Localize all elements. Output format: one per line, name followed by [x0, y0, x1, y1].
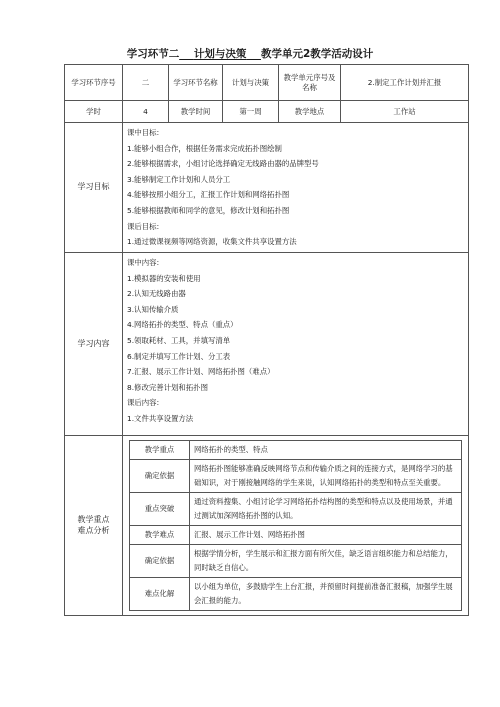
analysis-row [65, 436, 469, 616]
label-time: 教学时间 [169, 101, 223, 123]
label-hours: 学时 [65, 101, 123, 123]
analysis-item [130, 526, 462, 545]
content-line: 6.制定并填写工作计划、分工表 [127, 351, 231, 361]
goal-line: 1.能够小组合作，根据任务需求完成拓扑图绘制 [127, 143, 282, 153]
content-line: 1.模拟器的安装和使用 [127, 273, 201, 283]
content-line: 7.汇报、展示工作计划、网络拓扑图（难点） [127, 367, 275, 377]
analysis-item [130, 493, 462, 526]
label-place: 教学地点 [279, 101, 341, 123]
goal-line: 2.能够根据需求，小组讨论选择确定无线路由器的品牌型号 [127, 159, 319, 169]
value-time: 第一周 [223, 101, 279, 123]
goal-line: 课中目标: [127, 128, 160, 137]
label-unit: 教学单元序号及名称 [279, 65, 341, 101]
content-line: 8.修改完善计划和拓扑图 [127, 382, 208, 392]
analysis-value: 以小组为单位，多鼓励学生上台汇报，并预留时间提前准备汇报稿，加强学生展会汇报的能力。 [190, 578, 462, 611]
analysis-item [130, 545, 462, 578]
content-label: 学习内容 [65, 253, 123, 436]
label-stage-no: 学习环节序号 [65, 65, 123, 101]
goals-label: 学习目标 [65, 123, 123, 253]
analysis-item [130, 441, 462, 460]
content-line: 5.领取耗材、工具，并填写清单 [127, 335, 231, 345]
content-line: 课后内容: [127, 398, 160, 408]
analysis-table [129, 440, 462, 611]
analysis-label [65, 436, 123, 616]
goal-line: 5.能够根据教师和同学的意见，修改计划和拓扑图 [127, 205, 290, 215]
lesson-design-table [64, 64, 469, 616]
content-line: 课中内容: [127, 258, 160, 267]
goals-row [65, 123, 469, 253]
label-stage-name: 学习环节名称 [169, 65, 223, 101]
analysis-label-line-1: 教学重点 [77, 514, 110, 524]
value-stage-name: 计划与决策 [223, 65, 279, 101]
content-line: 2.认知无线路由器 [127, 289, 186, 299]
title-unit: 教学单元2教学活动设计 [260, 48, 374, 60]
analysis-label-line-2: 难点分析 [77, 525, 110, 535]
content-row [65, 253, 469, 436]
value-unit: 2.制定工作计划并汇报 [341, 65, 469, 101]
analysis-value: 根据学情分析，学生展示和汇报方面有所欠佳，缺乏语言组织能力和总结能力，同时缺乏自信心。 [190, 545, 462, 578]
analysis-value: 网络拓扑图能够准确反映网络节点和传输介质之间的连接方式，是网络学习的基础知识，对于刚接触网络的学生来说，认知网络拓扑的类型和特点至关重要。 [190, 460, 462, 493]
analysis-item [130, 578, 462, 611]
analysis-key: 教学重点 [130, 441, 190, 460]
content-line: 3.认知传输介质 [127, 304, 179, 314]
analysis-value: 通过资料搜集、小组讨论学习网络拓扑结构图的类型和特点以及使用场景，并通过测试加深网络拓扑图的认知。 [190, 493, 462, 526]
goals-list [123, 123, 469, 253]
analysis-key: 难点化解 [130, 578, 190, 611]
content-list [123, 253, 469, 436]
analysis-key: 重点突破 [130, 493, 190, 526]
content-line: 1.文件共享设置方法 [127, 413, 194, 423]
analysis-value: 汇报、展示工作计划、网络拓扑图 [190, 526, 462, 545]
value-stage-no: 二 [123, 65, 169, 101]
analysis-key: 教学难点 [130, 526, 190, 545]
analysis-value: 网络拓扑的类型、特点 [190, 441, 462, 460]
analysis-key: 确定依据 [130, 545, 190, 578]
goal-line: 1.通过微课视频等网络资源，收集文件共享设置方法 [127, 237, 297, 247]
lesson-design-sheet [64, 64, 468, 616]
value-hours: 4 [123, 101, 169, 123]
title-stage: 学习环节二 [126, 48, 180, 60]
title-stage-name: 计划与决策 [193, 48, 247, 60]
goal-line: 3.能够制定工作计划和人员分工 [127, 174, 231, 184]
document-title [0, 46, 500, 61]
header-row-2 [65, 101, 469, 123]
analysis-key: 确定依据 [130, 460, 190, 493]
header-row-1 [65, 65, 469, 101]
goal-line: 课后目标: [127, 221, 160, 231]
content-line: 4.网络拓扑的类型、特点（重点） [127, 320, 238, 330]
analysis-item [130, 460, 462, 493]
analysis-cell [123, 436, 469, 616]
value-place: 工作站 [341, 101, 469, 123]
goal-line: 4.能够按照小组分工，汇报工作计划和网络拓扑图 [127, 190, 290, 200]
